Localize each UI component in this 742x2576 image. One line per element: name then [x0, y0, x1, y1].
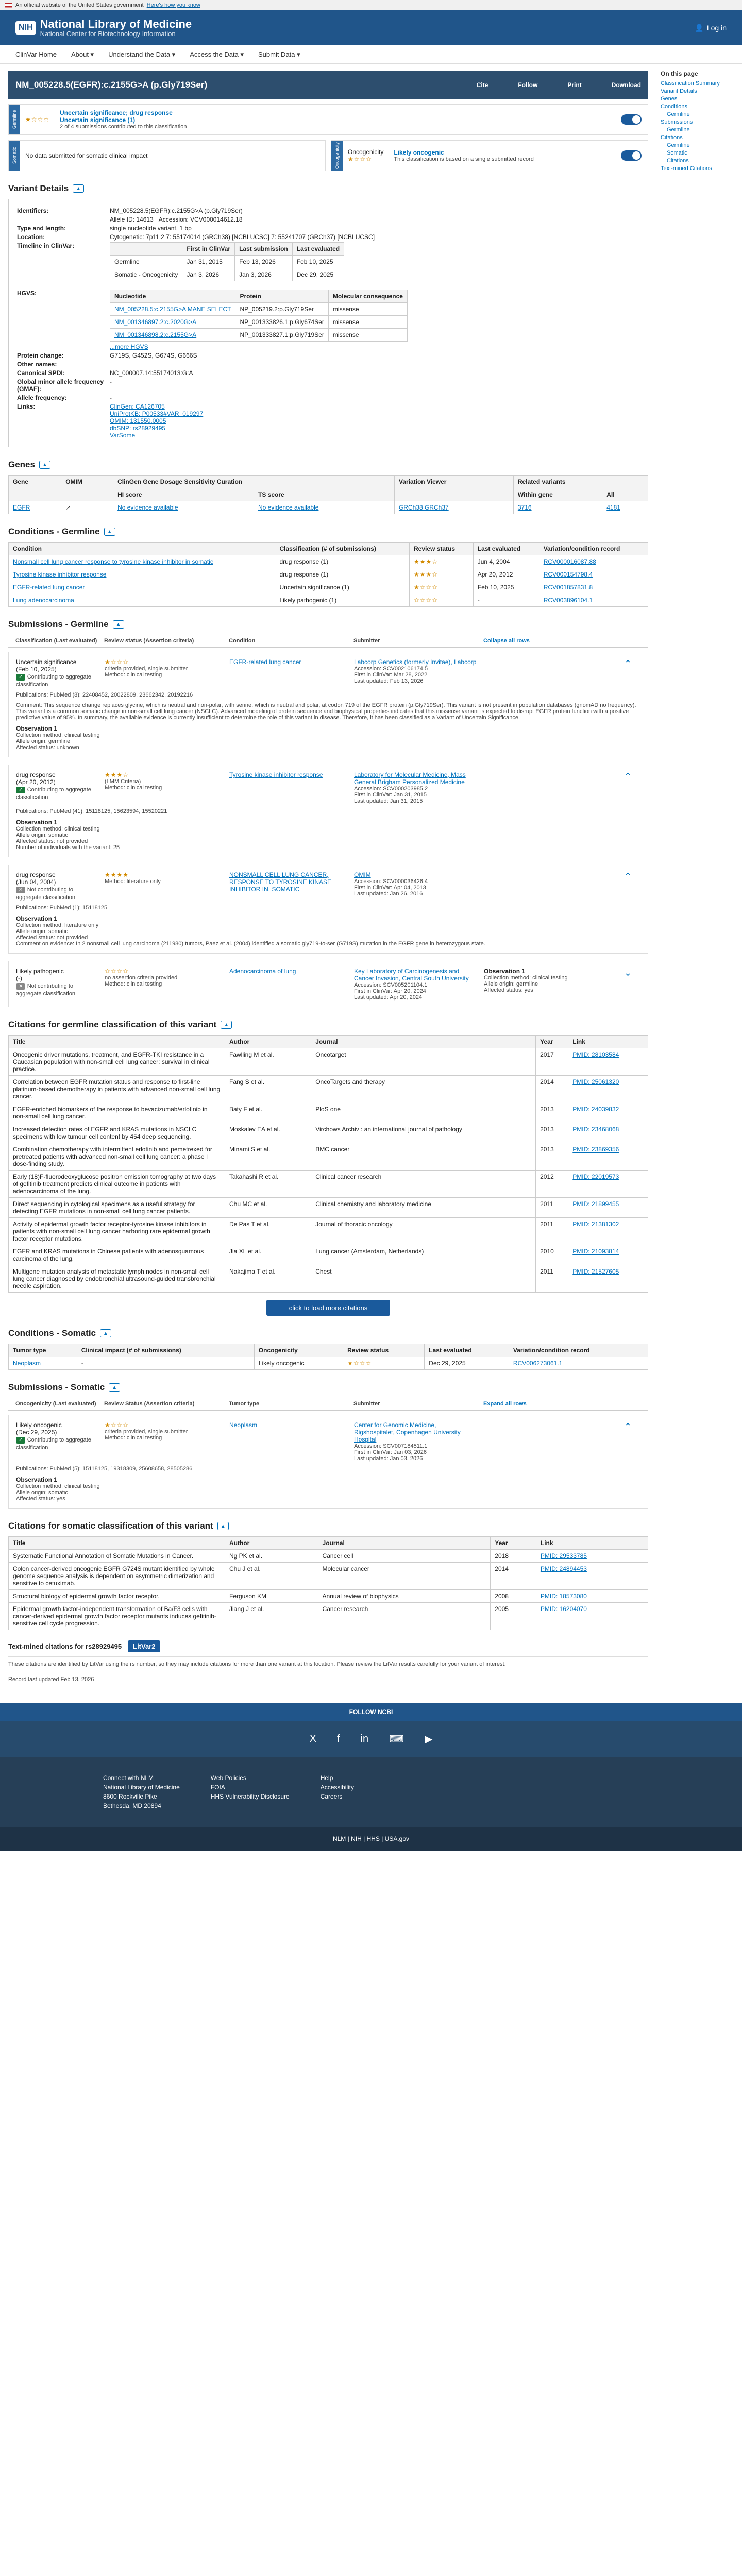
- footer-connect[interactable]: Connect with NLM: [103, 1774, 154, 1782]
- x-icon[interactable]: X: [309, 1733, 316, 1744]
- table-row: Activity of epidermal growth factor receptor-tyrosine kinase inhibitors in patients with non-small cell lung cancer harboring rare epidermal growth factor receptor mutations. De Pas T et al. Journal of thoracic oncology 2011 PMID: 21381302: [9, 1218, 648, 1245]
- linkedin-icon[interactable]: in: [360, 1733, 369, 1744]
- nih-badge: NIH: [15, 21, 36, 35]
- table-row: Increased detection rates of EGFR and KRAS mutations in NSCLC specimens with low tumour cell content by 454 deep sequencing. Moskalev EA et al. Virchows Archiv : an international journal of pathology 2013 PMID: 23468068: [9, 1123, 648, 1143]
- footer-address-2: Bethesda, MD 20894: [103, 1802, 161, 1809]
- germline-classification-count[interactable]: Uncertain significance (1): [60, 116, 136, 124]
- nlm-logo[interactable]: [15, 19, 192, 38]
- conditions-somatic-table: Tumor type Clinical impact (# of submissions) Oncogenicity Review status Last evaluated Variation/condition record Neoplasm - Likely oncogenic ★☆☆☆ Dec 29, 2025 RCV006273061.1: [8, 1344, 648, 1370]
- expand-row-icon[interactable]: ⌃: [624, 1421, 632, 1432]
- table-row: Structural biology of epidermal growth factor receptor. Ferguson KM Annual review of biophysics 2008 PMID: 18573080: [9, 1590, 648, 1603]
- rn-citations-somatic[interactable]: Somatic: [667, 150, 687, 156]
- not-contrib-badge: ✕: [16, 983, 25, 990]
- submissions-somatic-heading: Submissions - Somatic ▲: [8, 1382, 648, 1393]
- user-icon: 👤: [695, 23, 704, 32]
- clinvar-nav: [0, 45, 742, 64]
- rn-citations-sub[interactable]: Citations: [667, 158, 689, 164]
- footer-foia[interactable]: FOIA: [210, 1784, 225, 1791]
- oncogenicity-summary: [331, 140, 648, 171]
- collapse-icon[interactable]: ▲: [39, 461, 50, 469]
- site-header: [0, 10, 742, 45]
- canonical-spdi: NC_000007.14:55174013:G:A: [110, 369, 193, 377]
- gmaf: -: [110, 378, 112, 385]
- contrib-badge: ✓: [16, 787, 25, 793]
- link-clingen[interactable]: ClinGen: CA126705: [110, 403, 165, 410]
- citations-germline-heading: Citations for germline classification of this variant ▲: [8, 1020, 648, 1030]
- accession: Accession: VCV000014612.18: [158, 216, 243, 223]
- rn-text-mined[interactable]: Text-mined Citations: [661, 165, 712, 172]
- login-label: Log in: [706, 24, 727, 32]
- footer-accessibility[interactable]: Accessibility: [320, 1784, 355, 1791]
- cite-button[interactable]: Cite: [476, 81, 488, 89]
- title-actions: [477, 81, 641, 89]
- youtube-icon[interactable]: ▶: [424, 1733, 433, 1745]
- collapse-icon[interactable]: ▲: [221, 1021, 232, 1029]
- germline-classification[interactable]: Uncertain significance; drug response: [60, 109, 173, 116]
- table-row: Neoplasm - Likely oncogenic ★☆☆☆ Dec 29, 2025 RCV006273061.1: [9, 1357, 648, 1370]
- nlm-title: National Library of Medicine: [40, 17, 192, 30]
- collapse-icon[interactable]: ▲: [73, 184, 84, 193]
- table-row: Systematic Functional Annotation of Somatic Mutations in Cancer. Ng PK et al. Cancer cell 2018 PMID: 29533785: [9, 1550, 648, 1563]
- submission-germline-3: drug response (Jun 04, 2004) ✕ Not contributing to aggregate classification ★★★★ Method: literature only NONSMALL CELL LUNG CANCER, RESPONSE TO TYROSINE KINASE INHIBITOR IN, SOMATIC OMIM Accession: SCV000036426.4 First in ClinVar: Apr 04, 2013 Last updated: Jan 26, 2016 ⌃ Publications: PubMed (1): 15118125 Observation 1 Collection method: literature only Allele origin: somatic Affected status: not provided Comment on evidence: In 2 nonsmall cell lung carcinoma (211980) tumors, Paez et al. (2004) identified a somatic gly719-to-ser (G719S) mutation in the EGFR gene in heterozygous state.: [8, 865, 648, 954]
- download-button[interactable]: Download: [611, 81, 641, 89]
- submissions-somatic-header: Oncogenicity (Last evaluated) Review Status (Assertion criteria) Tumor type Submitter Expand all rows: [8, 1398, 648, 1411]
- allele-frequency: -: [110, 394, 112, 401]
- submissions-header: Classification (Last evaluated) Review status (Assertion criteria) Condition Submitter Collapse all rows: [8, 635, 648, 648]
- table-row: Correlation between EGFR mutation status and response to first-line platinum-based chemotherapy in patients with advanced non-small cell lung cancer. Fang S et al. OncoTargets and therapy 2014 PMID: 25061320: [9, 1076, 648, 1103]
- oncogenicity-toggle[interactable]: [621, 150, 642, 161]
- genes-table: Gene OMIM ClinGen Gene Dosage Sensitivity Curation Variation Viewer Related variants HI score TS score Within gene All EGFR ↗ No evidence available No evidence available GRCh38 GRCh37 3716 4181: [8, 475, 648, 514]
- somatic-tab: Somatic: [9, 141, 20, 171]
- facebook-icon[interactable]: f: [336, 1733, 340, 1744]
- germline-tab: Germline: [9, 105, 20, 134]
- collapse-all-rows[interactable]: Collapse all rows: [483, 638, 530, 644]
- conditions-germline-heading: Conditions - Germline ▲: [8, 527, 648, 537]
- on-this-page-heading: On this page: [661, 70, 698, 77]
- allele-id: Allele ID: 14613: [110, 216, 154, 223]
- nav-submit-data[interactable]: Submit Data ▾: [258, 50, 300, 58]
- nlm-subtitle: National Center for Biotechnology Information: [40, 29, 176, 38]
- table-row: Early (18)F-fluorodeoxyglucose positron emission tomography at two days of gefitinib treatment predicts clinical outcome in patients with adenocarcinoma of the lung. Takahashi R et al. Clinical cancer research 2012 PMID: 22019573: [9, 1171, 648, 1198]
- table-row: Tyrosine kinase inhibitor response drug response (1) ★★★☆ Apr 20, 2012 RCV000154798.4: [9, 568, 648, 581]
- collapse-icon[interactable]: ▲: [217, 1522, 229, 1530]
- follow-button[interactable]: Follow: [518, 81, 538, 89]
- germline-toggle[interactable]: [621, 114, 642, 125]
- citations-somatic-table: Title Author Journal Year Link Systematic Functional Annotation of Somatic Mutations in Cancer. Ng PK et al. Cancer cell 2018 PMID: 29533785 Colon cancer-derived oncogenic EGFR G724S mutant identified by whole genome sequence analysis is dependent on asymmetric dimerization and sensitive to cetuximab. Chu J et al. Molecular cancer 2014 PMID: 24894453 Structural biology of epidermal growth factor receptor. Ferguson KM Annual review of biophysics 2008 PMID: 18573080 Epidermal growth factor-independent transformation of Ba/F3 cells with cancer-derived epidermal growth factor receptor mutants induces gefitinib-sensitive cell cycle progression. Jiang J et al. Cancer research 2005 PMID: 16204070: [8, 1536, 648, 1630]
- submission-germline-2: drug response (Apr 20, 2012) ✓ Contributing to aggregate classification ★★★☆ (LMM Criteria) Method: clinical testing Tyrosine kinase inhibitor response Laboratory for Molecular Medicine, Mass General Brigham Personalized Medicine Accession: SCV000203985.2 First in ClinVar: Jan 31, 2015 Last updated: Jan 31, 2015 ⌃ Publications: PubMed (41): 15118125, 15623594, 15520221 Observation 1 Collection method: clinical testing Allele origin: somatic Affected status: not provided Number of individuals with the variant: 25: [8, 765, 648, 857]
- main-content: [0, 64, 648, 1683]
- germline-summary: [8, 104, 648, 135]
- link-dbsnp[interactable]: dbSNP: rs28929495: [110, 425, 166, 432]
- table-row: EGFR and KRAS mutations in Chinese patients with adenosquamous carcinoma of the lung. Jia XL et al. Lung cancer (Amsterdam, Netherlands) 2010 PMID: 21093814: [9, 1245, 648, 1265]
- identifiers: NM_005228.5(EGFR):c.2155G>A (p.Gly719Ser): [110, 207, 243, 214]
- genes-heading: Genes ▲: [8, 460, 648, 470]
- rn-citations[interactable]: Citations: [661, 134, 683, 141]
- table-row: Direct sequencing in cytological specimens as a useful strategy for detecting EGFR mutations in non-small cell lung cancer patients. Chu MC et al. Clinical chemistry and laboratory medicine 2011 PMID: 21899455: [9, 1198, 648, 1218]
- oncogenicity-classification[interactable]: Likely oncogenic: [394, 149, 444, 156]
- on-this-page-nav: [648, 64, 742, 1683]
- submission-germline-1: Uncertain significance (Feb 10, 2025) ✓ Contributing to aggregate classification ★☆☆☆ criteria provided, single submitter Method: clinical testing EGFR-related lung cancer Labcorp Genetics (formerly Invitae), Labcorp Accession: SCV002106174.5 First in ClinVar: Mar 28, 2022 Last updated: Feb 13, 2026 ⌃ Publications: PubMed (8): 22408452, 20022809, 23662342, 20192216 Comment: This sequence change replaces glycine, which is neutral and non-polar, with serine, which is neutral and polar, at codon 719 of the EGFR protein (p.Gly719Ser). This variant is not present in population databases (gnomAD no frequency). This variant is a common somatic change in non-small cell lung cancer (NSCLC). Advanced modeling of protein sequence and biophysical properties indicates that this missense variant is expected to disrupt EGFR protein function with a positive predictive value of 95%. In summary, the available evidence is currently insufficient to determine the role of this variant in disease. Therefore, it has been classified as a Variant of Uncertain Significance. Observation 1 Collection method: clinical testing Allele origin: germline Affected status: unknown: [8, 652, 648, 757]
- variant-details-box: Identifiers: NM_005228.5(EGFR):c.2155G>A (p.Gly719Ser) Allele ID: 14613 Accession: VCV000014612.18 Type and length: single nucleotide variant, 1 bp Location: Cytogenetic: 7p11.2 7: 55174014 (GRCh38) [NCBI UCSC] 7: 55241707 (GRCh37) [NCBI UCSC] Timeline in ClinVar: First in ClinVar Last submission Last evaluated Germline Jan 31, 2015 Feb 13, 2026 Feb 10, 2025 Somatic - Oncogenicity Jan 3, 2026 Jan 3, 2026 Dec 29, 2025 HGVS: Nucleotide Protein Molecular consequence NM_005228.5:c.2155G>A MANE SELECT NP_005219.2:p.Gly719Ser missense NM_001346897.2:c.2020G>A NP_001333826.1:p.Gly674Ser missense NM_001346898.2:c.2155G>A NP_001333827.1:p.Gly719Ser missense ...more HGVS Protein change: G719S, G452S, G674S, G666S Other names: Canonical SPDI: NC_000007.14:55174013:G:A Global minor allele frequency (GMAF): - Allele frequency: - Links: ClinGen: CA126705 UniProtKB: P00533#VAR_019297 OMIM: 131550.0005 dbSNP: rs28929495 VarSome: [8, 199, 648, 447]
- table-row: EGFR-related lung cancer Uncertain significance (1) ★☆☆☆ Feb 10, 2025 RCV001857831.8: [9, 581, 648, 594]
- github-icon[interactable]: ⌨: [389, 1733, 404, 1745]
- collapse-icon[interactable]: ▲: [100, 1329, 111, 1337]
- expand-row-icon[interactable]: ⌃: [624, 871, 632, 882]
- collapse-icon[interactable]: ▲: [109, 1383, 120, 1392]
- footer-bottom-links[interactable]: NLM | NIH | HHS | USA.gov: [0, 1827, 742, 1851]
- rn-classification-summary[interactable]: Classification Summary: [661, 80, 720, 87]
- gene-egfr[interactable]: EGFR: [9, 501, 61, 514]
- footer-help[interactable]: Help: [320, 1774, 333, 1782]
- submission-somatic-1: Likely oncogenic (Dec 29, 2025) ✓ Contributing to aggregate classification ★☆☆☆ criteria provided, single submitter Method: clinical testing Neoplasm Center for Genomic Medicine, Rigshospitalet, Copenhagen University Hospital Accession: SCV007184511.1 First in ClinVar: Jan 03, 2026 Last updated: Jan 03, 2026 ⌃ Publications: PubMed (5): 15118125, 19318309, 25608658, 28505286 Observation 1 Collection method: clinical testing Allele origin: somatic Affected status: yes: [8, 1415, 648, 1509]
- expand-row-icon[interactable]: ⌄: [624, 968, 632, 978]
- footer-careers[interactable]: Careers: [320, 1793, 343, 1800]
- table-row: Multigene mutation analysis of metastatic lymph nodes in non-small cell lung cancer diagnosed by endobronchial ultrasound-guided transbronchial needle aspiration. Nakajima T et al. Chest 2011 PMID: 21527605: [9, 1265, 648, 1293]
- somatic-text: No data submitted for somatic clinical impact: [25, 152, 148, 159]
- location: Cytogenetic: 7p11.2 7: 55174014 (GRCh38) [NCBI UCSC] 7: 55241707 (GRCh37) [NCBI UCSC]: [110, 233, 375, 241]
- table-row: Combination chemotherapy with intermittent erlotinib and pemetrexed for pretreated patients with advanced non-small cell lung cancer: a phase I dose-finding study. Minami S et al. BMC cancer 2013 PMID: 23869356: [9, 1143, 648, 1171]
- footer-address-1: 8600 Rockville Pike: [103, 1793, 157, 1800]
- variant-name: NM_005228.5(EGFR):c.2155G>A (p.Gly719Ser): [15, 80, 208, 90]
- gov-banner-text: An official website of the United States government: [15, 2, 144, 8]
- nav-access-data[interactable]: Access the Data ▾: [190, 50, 244, 58]
- nav-understand-data[interactable]: Understand the Data ▾: [108, 50, 176, 58]
- record-updated: Record last updated Feb 13, 2026: [8, 1676, 94, 1683]
- nav-clinvar-home[interactable]: ClinVar Home: [15, 50, 57, 58]
- variant-details-heading: Variant Details ▲: [8, 183, 648, 194]
- germline-stars: ★☆☆☆: [25, 116, 50, 123]
- table-row: Nonsmall cell lung cancer response to tyrosine kinase inhibitor in somatic drug response (1) ★★★☆ Jun 4, 2004 RCV000016087.88: [9, 555, 648, 568]
- text-mined-heading: Text-mined citations for rs28929495 LitVar2: [8, 1640, 648, 1652]
- not-contrib-badge: ✕: [16, 887, 25, 893]
- conditions-table: Condition Classification (# of submissions) Review status Last evaluated Variation/condition record Nonsmall cell lung cancer response to tyrosine kinase inhibitor in somatic drug response (1) ★★★☆ Jun 4, 2004 RCV000016087.88 Tyrosine kinase inhibitor response drug response (1) ★★★☆ Apr 20, 2012 RCV000154798.4 EGFR-related lung cancer Uncertain significance (1) ★☆☆☆ Feb 10, 2025 RCV001857831.8 Lung adenocarcinoma Likely pathogenic (1) ☆☆☆☆ - RCV003896104.1: [8, 542, 648, 607]
- timeline-table: First in ClinVar Last submission Last evaluated Germline Jan 31, 2015 Feb 13, 2026 Feb 10, 2025 Somatic - Oncogenicity Jan 3, 2026 Jan 3, 2026 Dec 29, 2025: [110, 242, 344, 281]
- gov-banner: [0, 0, 742, 10]
- footer-hhs-vdp[interactable]: HHS Vulnerability Disclosure: [210, 1793, 290, 1800]
- link-uniprot[interactable]: UniProtKB: P00533#VAR_019297: [110, 410, 204, 417]
- us-flag-icon: [5, 3, 12, 8]
- collapse-icon[interactable]: ▲: [113, 620, 124, 629]
- litvar-button[interactable]: LitVar2: [128, 1640, 160, 1652]
- somatic-summary: [8, 140, 326, 171]
- site-footer: [0, 1757, 742, 1827]
- citations-germline-table: Title Author Journal Year Link Oncogenic driver mutations, treatment, and EGFR-TKI resistance in a Caucasian population with non-small cell lung cancer: survival in clinical practice. Fawlling M et al. Oncotarget 2017 PMID: 28103584 Correlation between EGFR mutation status and response to first-line platinum-based chemotherapy in patients with advanced non-small cell lung cancer. Fang S et al. OncoTargets and therapy 2014 PMID: 25061320 EGFR-enriched biomarkers of the response to bevacizumab/erlotinib in non-small cell lung cancer. Baty F et al. PloS one 2013 PMID: 24039832 Increased detection rates of EGFR and KRAS mutations in NSCLC specimens with low tumour cell content by 454 deep sequencing. Moskalev EA et al. Virchows Archiv : an international journal of pathology 2013 PMID: 23468068 Combination chemotherapy with intermittent erlotinib and pemetrexed for pretreated patients with advanced non-small cell lung cancer: a phase I dose-finding study. Minami S et al. BMC cancer 2013 PMID: 23869356 Early (18)F-fluorodeoxyglucose positron emission tomography at two days of gefitinib treatment predicts clinical outcome in patients with adenocarcinoma of the lung. Takahashi R et al. Clinical cancer research 2012 PMID: 22019573 Direct sequencing in cytological specimens as a useful strategy for detecting EGFR mutations in non-small cell lung cancer patients. Chu MC et al. Clinical chemistry and laboratory medicine 2011 PMID: 21899455 Activity of epidermal growth factor receptor-tyrosine kinase inhibitors in patients with non-small cell lung cancer harboring rare epidermal growth factor receptor mutations. De Pas T et al. Journal of thoracic oncology 2011 PMID: 21381302 EGFR and KRAS mutations in Chinese patients with adenosquamous carcinoma of the lung. Jia XL et al. Lung cancer (Amsterdam, Netherlands) 2010 PMID: 21093814 Multigene mutation analysis of metastatic lymph nodes in non-small cell lung cancer diagnosed by endobronchial ultrasound-guided transbronchial needle aspiration. Nakajima T et al. Chest 2011 PMID: 21527605: [8, 1035, 648, 1293]
- hgvs-table: Nucleotide Protein Molecular consequence NM_005228.5:c.2155G>A MANE SELECT NP_005219.2:p.Gly719Ser missense NM_001346897.2:c.2020G>A NP_001333826.1:p.Gly674Ser missense NM_001346898.2:c.2155G>A NP_001333827.1:p.Gly719Ser missense: [110, 290, 408, 342]
- expand-row-icon[interactable]: ⌃: [624, 771, 632, 782]
- table-row: Colon cancer-derived oncogenic EGFR G724S mutant identified by whole genome sequence analysis is dependent on asymmetric dimerization and sensitive to cetuximab. Chu J et al. Molecular cancer 2014 PMID: 24894453: [9, 1563, 648, 1590]
- germline-note: 2 of 4 submissions contributed to this classification: [60, 124, 187, 130]
- rn-submissions-germline[interactable]: Germline: [667, 127, 690, 133]
- oncogenicity-note: This classification is based on a single submitted record: [394, 156, 534, 162]
- oncogenicity-stars: ★☆☆☆: [348, 156, 373, 163]
- rn-variant-details[interactable]: Variant Details: [661, 88, 697, 94]
- rn-citations-germline[interactable]: Germline: [667, 142, 690, 148]
- contrib-badge: ✓: [16, 674, 25, 681]
- rn-submissions[interactable]: Submissions: [661, 119, 693, 125]
- footer-nlm[interactable]: National Library of Medicine: [103, 1784, 180, 1791]
- submissions-germline-heading: Submissions - Germline ▲: [8, 619, 648, 630]
- protein-change: G719S, G452S, G674S, G666S: [110, 352, 197, 359]
- more-hgvs-link[interactable]: ...more HGVS: [110, 343, 148, 350]
- expand-all-rows[interactable]: Expand all rows: [483, 1401, 527, 1407]
- table-row: Epidermal growth factor-independent transformation of Ba/F3 cells with cancer-derived epidermal growth factor receptor mutants induces gefitinib-sensitive cell cycle progression. Jiang J et al. Cancer research 2005 PMID: 16204070: [9, 1603, 648, 1630]
- conditions-somatic-heading: Conditions - Somatic ▲: [8, 1328, 648, 1338]
- contrib-badge: ✓: [16, 1437, 25, 1444]
- social-links: [0, 1721, 742, 1757]
- print-button[interactable]: Print: [567, 81, 582, 89]
- link-omim[interactable]: OMIM: 131550.0005: [110, 417, 166, 425]
- variant-title-bar: [8, 71, 648, 99]
- collapse-icon[interactable]: ▲: [104, 528, 115, 536]
- link-varsome[interactable]: VarSome: [110, 432, 136, 439]
- text-mined-note: These citations are identified by LitVar using the rs number, so they may include citations for more than one variant at this location. Please review the LitVar results carefully for your variant of interest.: [8, 1656, 648, 1667]
- rn-conditions-germline[interactable]: Germline: [667, 111, 690, 117]
- table-row: Oncogenic driver mutations, treatment, and EGFR-TKI resistance in a Caucasian population with non-small cell lung cancer: survival in clinical practice. Fawlling M et al. Oncotarget 2017 PMID: 28103584: [9, 1048, 648, 1076]
- table-row: Lung adenocarcinoma Likely pathogenic (1) ☆☆☆☆ - RCV003896104.1: [9, 594, 648, 607]
- type-length: single nucleotide variant, 1 bp: [110, 225, 192, 232]
- load-more-citations-button[interactable]: click to load more citations: [266, 1300, 390, 1316]
- oncogenicity-tab: Oncogenicity: [331, 141, 343, 171]
- submission-germline-4: Likely pathogenic (-) ✕ Not contributing to aggregate classification ☆☆☆☆ no assertion criteria provided Method: clinical testing Adenocarcinoma of lung Key Laboratory of Carcinogenesis and Cancer Invasion, Central South University Accession: SCV005201104.1 First in ClinVar: Apr 20, 2024 Last updated: Apr 20, 2024 Observation 1 Collection method: clinical testing Allele origin: germline Affected status: yes ⌄: [8, 961, 648, 1007]
- omim-link-icon[interactable]: ↗: [61, 501, 113, 514]
- login-button[interactable]: [695, 24, 727, 32]
- citations-somatic-heading: Citations for somatic classification of this variant ▲: [8, 1521, 648, 1531]
- oncogenicity-label: Oncogenicity: [348, 148, 384, 156]
- follow-ncbi: FOLLOW NCBI: [0, 1703, 742, 1721]
- table-row: EGFR-enriched biomarkers of the response to bevacizumab/erlotinib in non-small cell lung cancer. Baty F et al. PloS one 2013 PMID: 24039832: [9, 1103, 648, 1123]
- rn-genes[interactable]: Genes: [661, 96, 678, 102]
- expand-row-icon[interactable]: ⌃: [624, 658, 632, 669]
- rn-conditions[interactable]: Conditions: [661, 104, 687, 110]
- nav-about[interactable]: About ▾: [71, 50, 94, 58]
- footer-web-policies[interactable]: Web Policies: [210, 1774, 246, 1782]
- gov-banner-link[interactable]: Here's how you know: [146, 2, 200, 8]
